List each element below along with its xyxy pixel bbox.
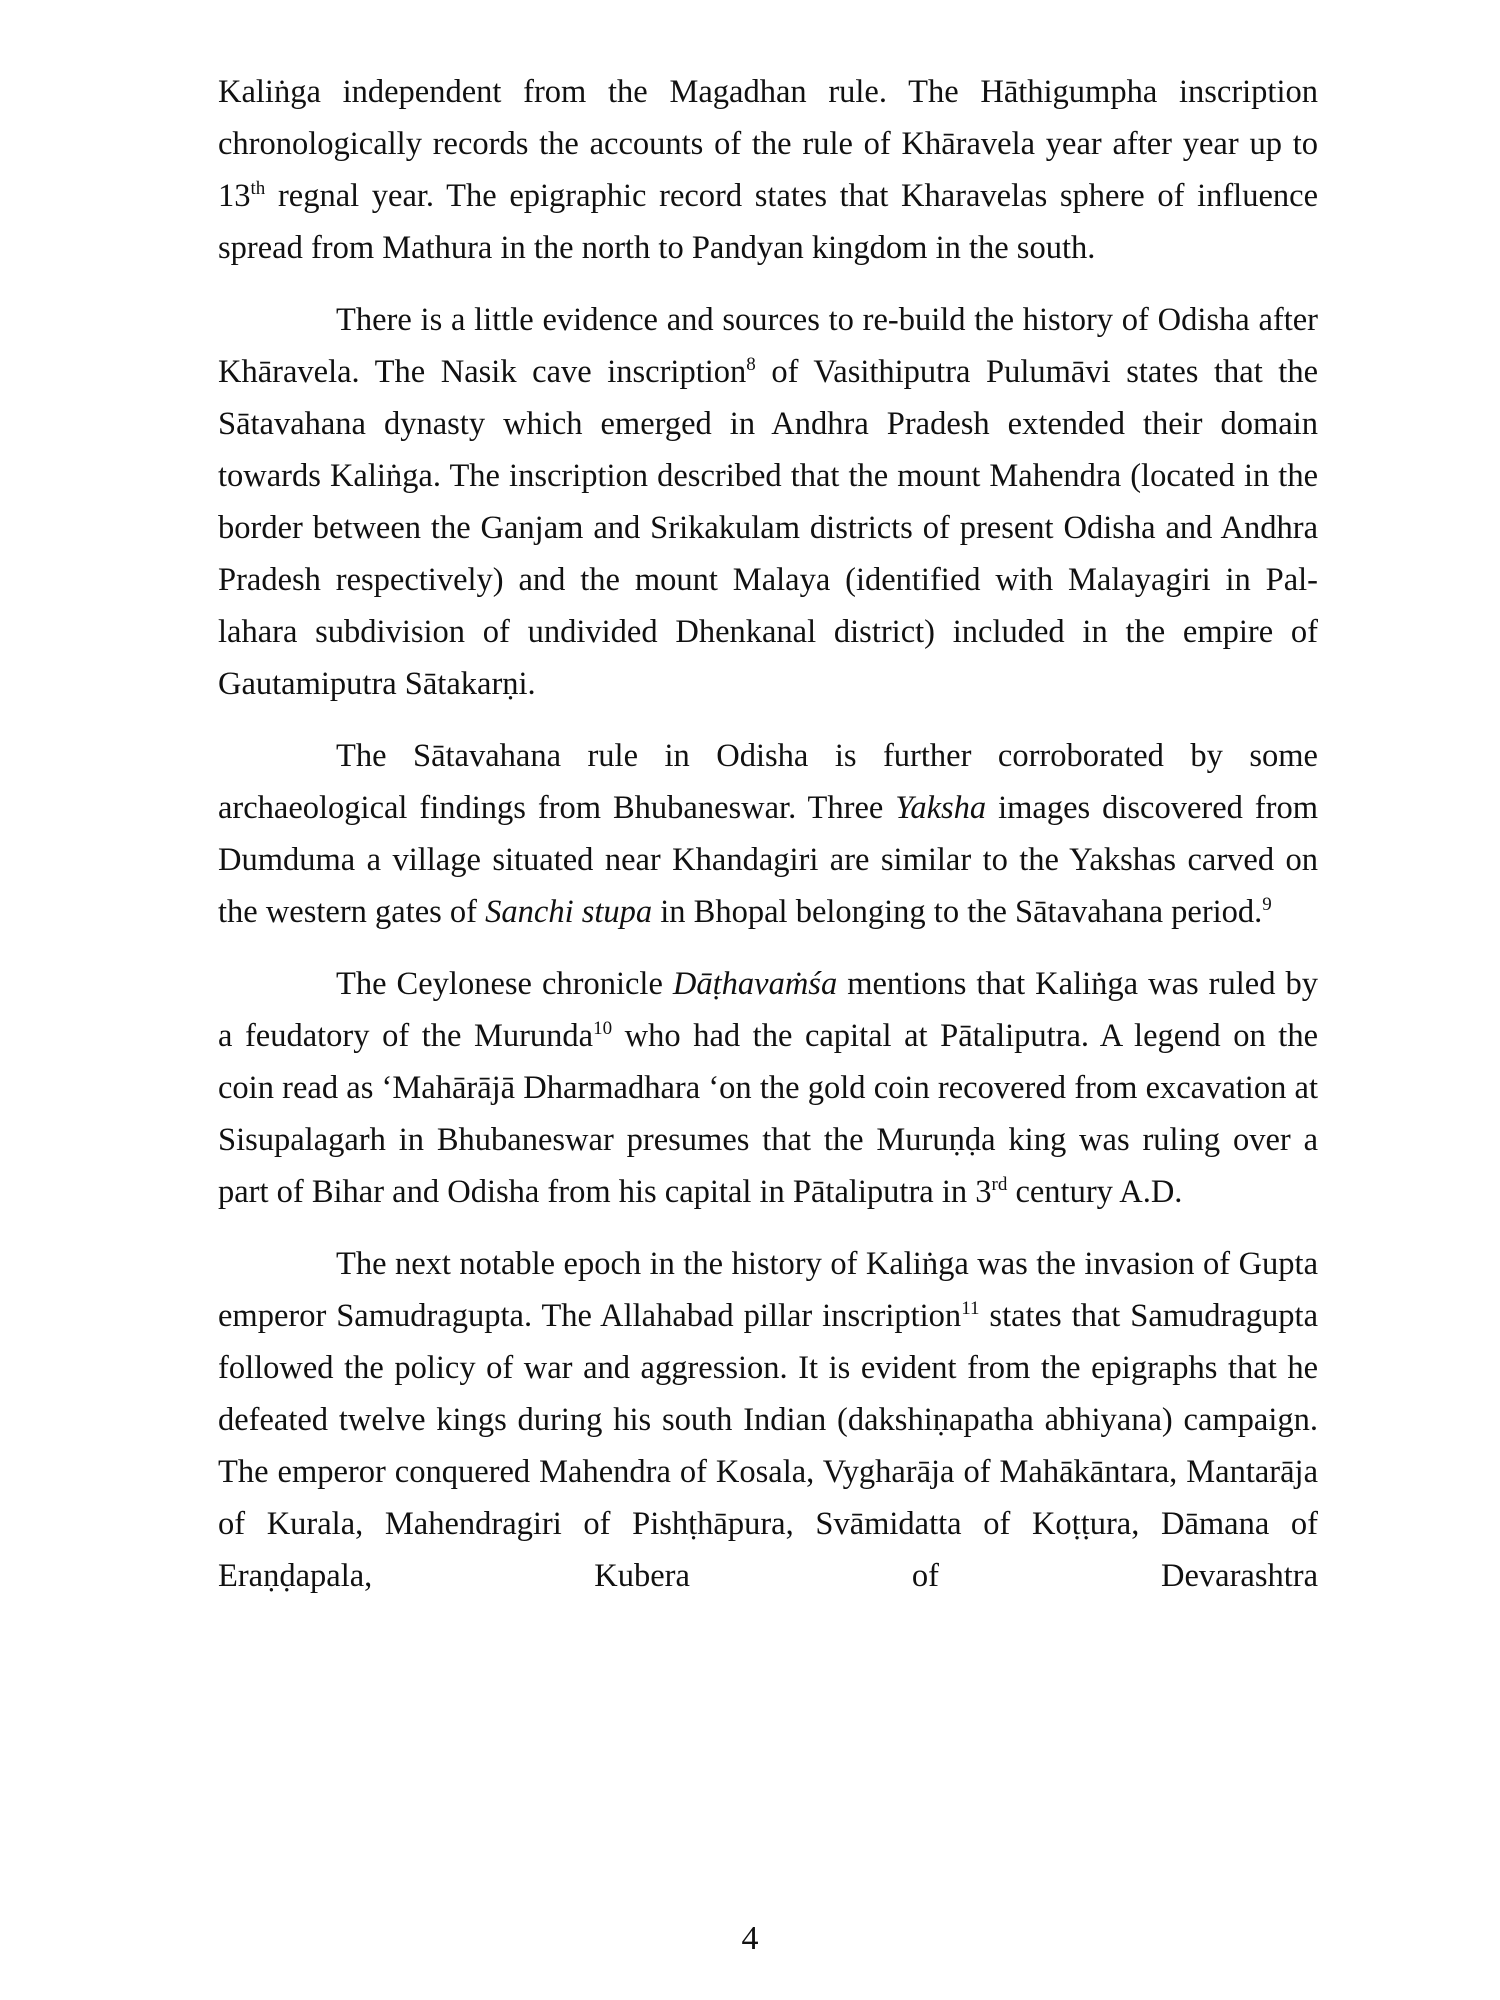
- paragraph-text: who had the capital at Pātaliputra. A legend on the coin read as ‘Mahārājā Dharmadhara ‘on the gold coin recovered from excavation at Sisupalagarh in Bhubaneswar presumes that the Muruṇḍa king was ruling over a part of Bihar and Odisha from his capital in Pātaliputra in 3: [218, 1018, 1318, 1210]
- italic-term: Dāṭhavaṁśa: [672, 966, 838, 1002]
- italic-term: Sanchi stupa: [485, 894, 653, 930]
- paragraph-text: century A.D.: [1007, 1174, 1183, 1210]
- superscript-ordinal: rd: [991, 1174, 1008, 1195]
- paragraph-kharavela-rule: [218, 66, 1318, 274]
- paragraph-text: in Bhopal belonging to the Sātavahana period.: [652, 894, 1263, 930]
- footnote-ref-11: 11: [961, 1298, 980, 1319]
- italic-term: Yaksha: [895, 790, 987, 826]
- paragraph-samudragupta-invasion: [218, 1238, 1318, 1602]
- footnote-ref-10: 10: [593, 1018, 613, 1039]
- paragraph-text: mentions that Kaliṅga was ruled by a feudatory of the Murunda: [218, 966, 1318, 1054]
- paragraph-text: The next notable epoch in the history of Kaliṅga was the invasion of Gupta emperor Samudragupta. The Allahabad pillar inscription: [218, 1246, 1318, 1334]
- paragraph-text: The Sātavahana rule in Odisha is further corroborated by some archaeological findings from Bhubaneswar. Three: [218, 738, 1318, 826]
- paragraph-text: There is a little evidence and sources to re-build the history of Odisha after Khāravela. The Nasik cave inscription: [218, 302, 1318, 390]
- paragraph-satavahana-nasik: [218, 294, 1318, 710]
- paragraph-text: images discovered from Dumduma a village situated near Khandagiri are similar to the Yakshas carved on the western gates of: [218, 790, 1318, 930]
- paragraph-text: The Ceylonese chronicle: [336, 966, 673, 1002]
- superscript-ordinal: th: [250, 178, 266, 199]
- footnote-ref-9: 9: [1262, 894, 1272, 915]
- page-number: 4: [741, 1920, 759, 1957]
- paragraph-text: of Vasithiputra Pulumāvi states that the Sātavahana dynasty which emerged in Andhra Pradesh extended their domain towards Kaliṅga. The inscription described that the mount Mahendra (located in the border between the Ganjam and Srikakulam districts of present Odisha and Andhra Pradesh respectively) and the mount Malaya (identified with Malayagiri in Pal-lahara subdivision of undivided Dhenkanal district) included in the empire of Gautamiputra Sātakarṇi.: [218, 354, 1318, 702]
- paragraph-satavahana-archaeology: [218, 730, 1318, 938]
- paragraph-text: states that Samudragupta followed the policy of war and aggression. It is evident from the epigraphs that he defeated twelve kings during his south Indian (dakshiṇapatha abhiyana) campaign. The emperor conquered Mahendra of Kosala, Vygharāja of Mahākāntara, Mantarāja of Kurala, Mahendragiri of Pishṭhāpura, Svāmidatta of Koṭṭura, Dāmana of Eraṇḍapala, Kubera of Devarashtra: [218, 1298, 1319, 1594]
- paragraph-text: Kaliṅga independent from the Magadhan rule. The Hāthigumpha inscription chronologically records the accounts of the rule of Khāravela year after year up to 13: [218, 74, 1318, 214]
- paragraph-murunda-rule: [218, 958, 1318, 1218]
- paragraph-text: regnal year. The epigraphic record states that Kharavelas sphere of influence spread from Mathura in the north to Pandyan kingdom in the south.: [218, 178, 1318, 266]
- document-page: [218, 66, 1318, 1622]
- footnote-ref-8: 8: [746, 354, 756, 375]
